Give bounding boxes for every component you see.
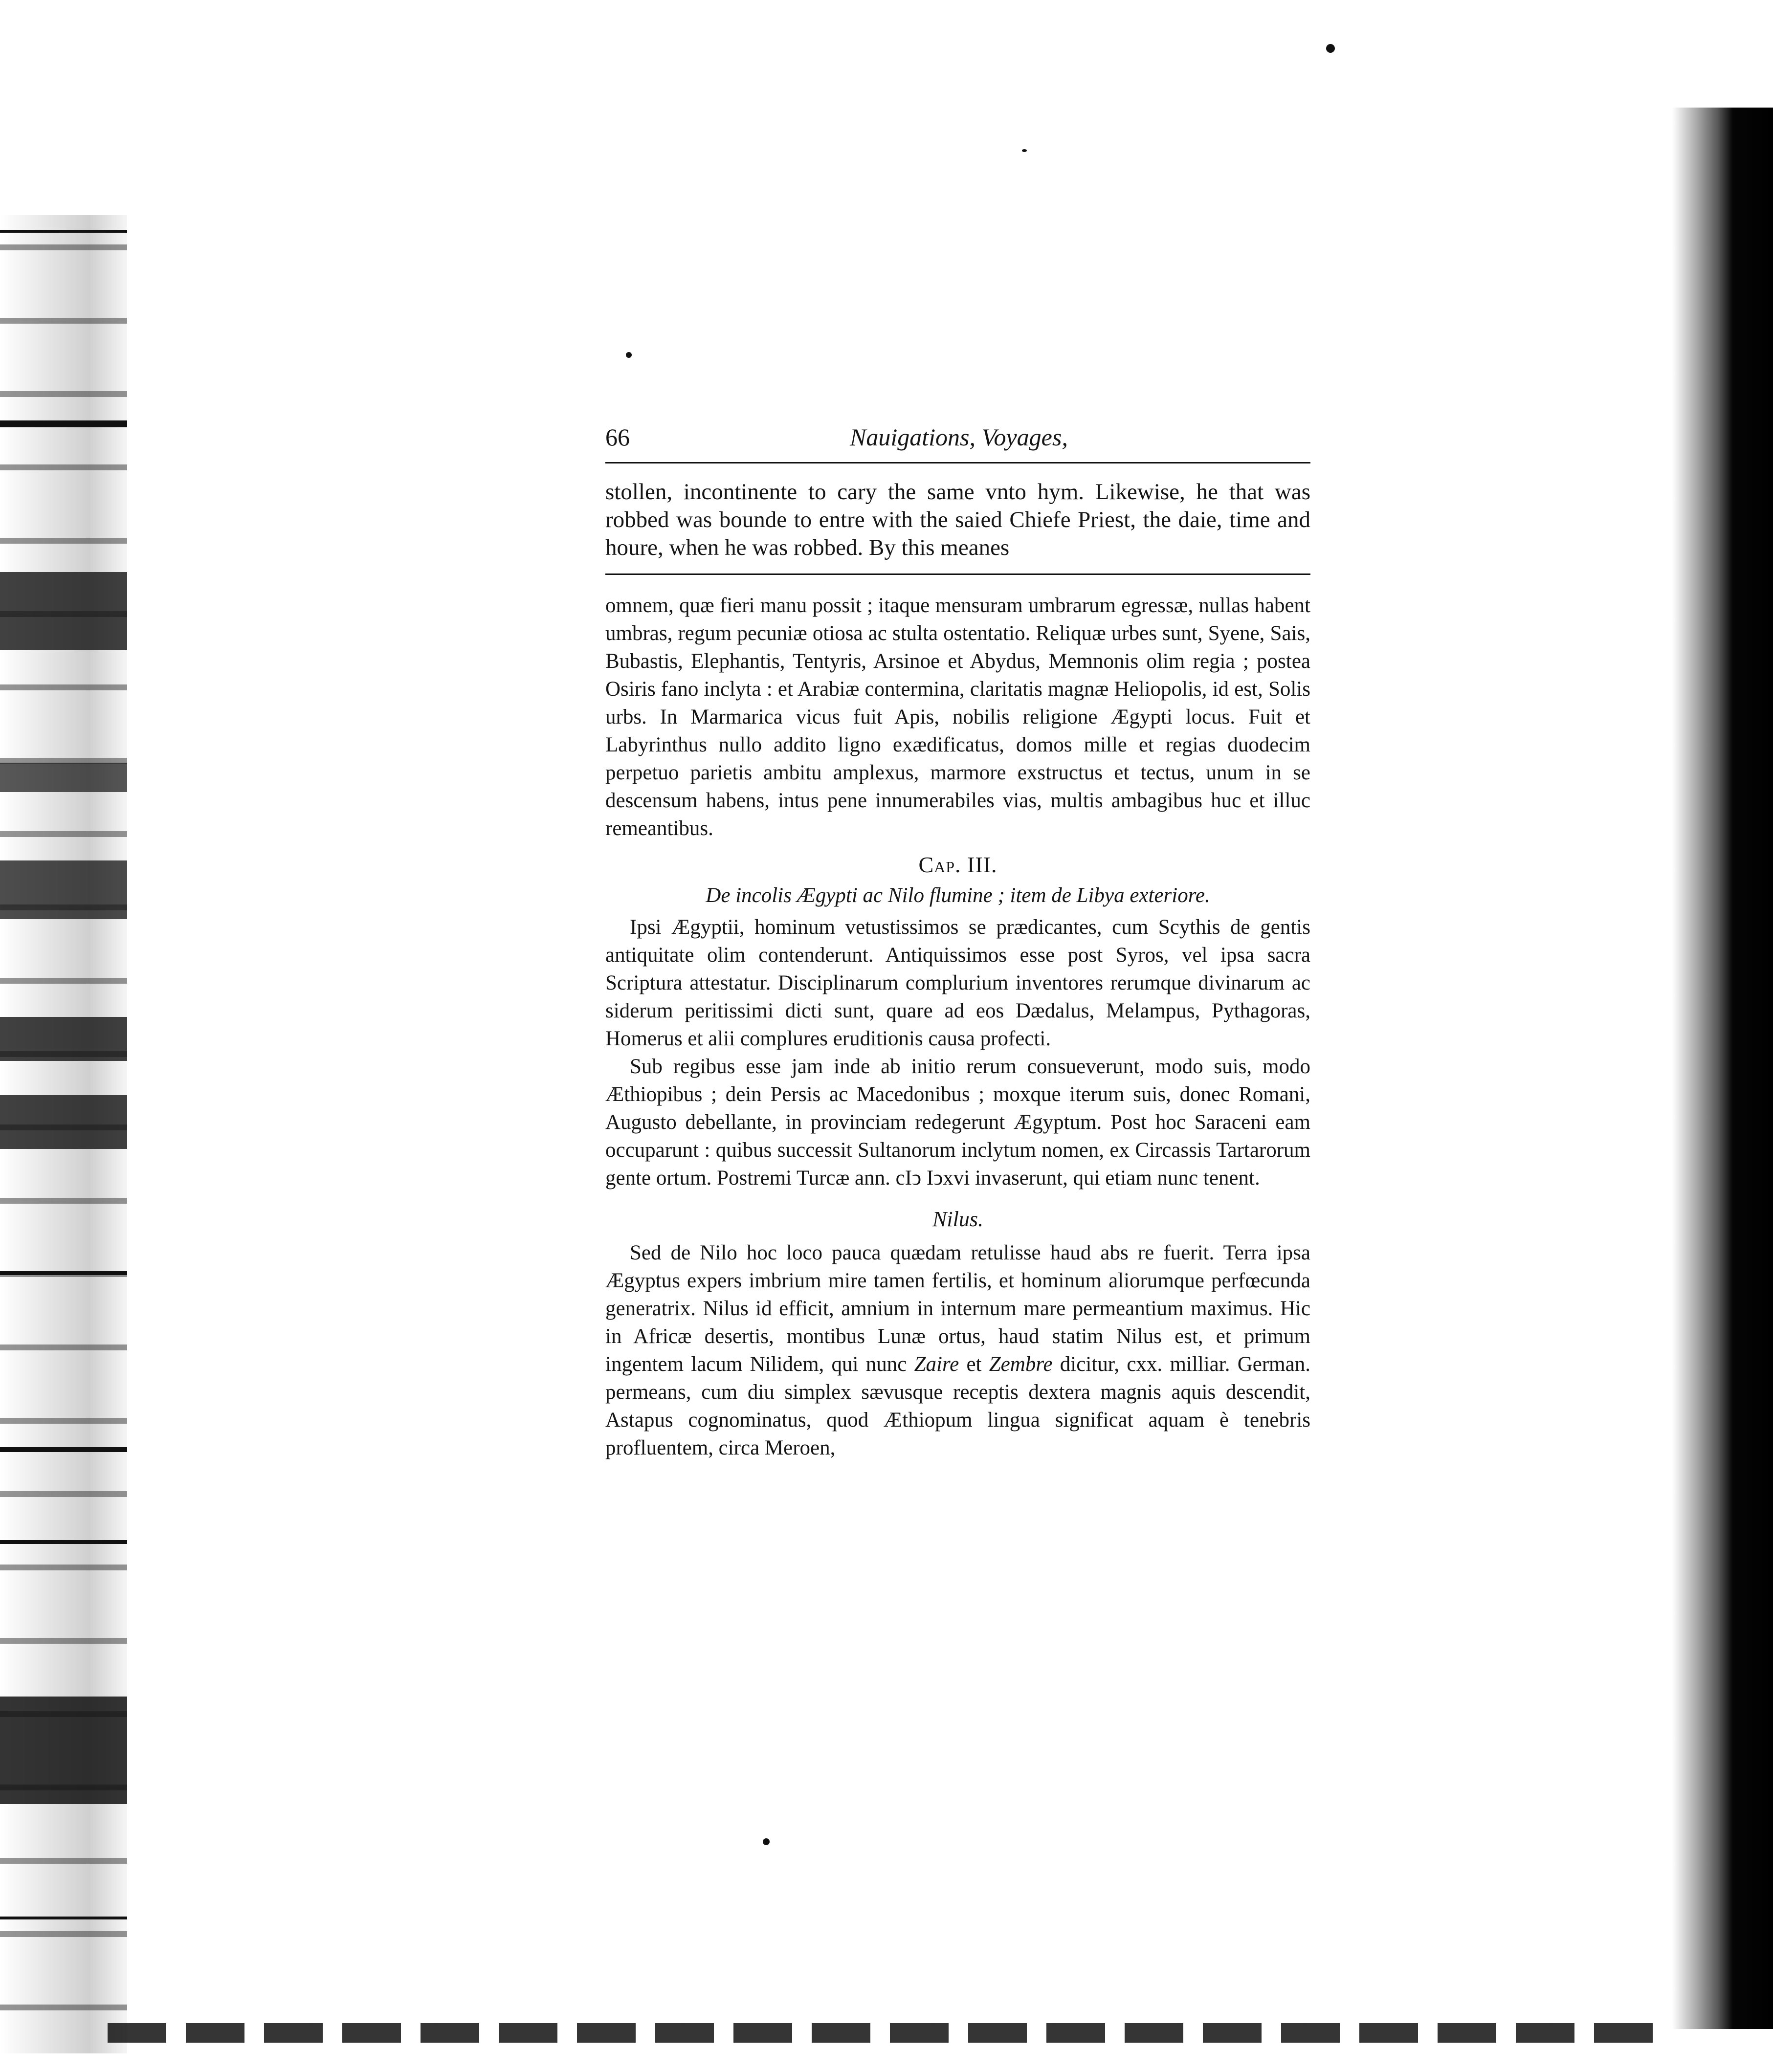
running-head [605, 423, 1310, 462]
para4-zaire: Zaire [914, 1353, 959, 1376]
ink-speck [1022, 149, 1027, 152]
header-rule [605, 462, 1310, 463]
page-number: 66 [605, 423, 630, 451]
chapter-heading: Cap. III. [918, 852, 997, 877]
english-text: stollen, incontinente to cary the same vnto hym. Likewise, he that was robbed was bounde to entre with the saied Chiefe Priest, the daie, time and houre, when he was robbed. By this meanes [605, 479, 1310, 560]
header-title: Nauigations, Voyages, [850, 423, 1068, 451]
section-heading-nilus: Nilus. [932, 1207, 983, 1231]
scan-edge-bottom [108, 2023, 1672, 2043]
chapter-subtitle: De incolis Ægypti ac Nilo flumine ; item de Libya exteriore. [706, 884, 1210, 907]
ink-speck [1326, 44, 1335, 53]
ink-speck [626, 352, 632, 358]
section-rule [605, 573, 1310, 575]
latin-paragraph-4 [605, 1239, 1310, 1462]
latin-paragraph-1: omnem, quæ fieri manu possit ; itaque mensuram umbrarum egressæ, nullas habent umbras, regum pecuniæ otiosa ac stulta ostentatio. Reliquæ urbes sunt, Syene, Sais, Bubastis, Elephantis, Tentyris, Arsinoe et Abydus, Memnonis olim regia ; postea Osiris fano inclyta : et Arabiæ contermina, claritatis magnæ Heliopolis, id est, Solis urbs. In Marmarica vicus fuit Apis, nobilis religione Ægypti locus. Fuit et Labyrinthus nullo addito ligno exædificatus, domos mille et regias duodecim perpetuo parietis ambitu amplexus, marmore exstructus et tectus, unum in se descensum habens, intus pene innumerabiles vias, multis ambagibus huc et illuc remeantibus. [605, 594, 1310, 840]
para4-text-et: et [959, 1353, 989, 1376]
para4-text-b: dicitur, cxx. milliar. German. permeans, cum diu simplex sævusque receptis dextera magnis aquis descendit, Astapus cognominatus, quod Æthiopum lingua significat aquam è tenebris profluentem, circa Meroen, [605, 1353, 1310, 1459]
latin-paragraph-2: Ipsi Ægyptii, hominum vetustissimos se prædicantes, cum Scythis de gentis antiquitate olim contenderunt. Antiquissimos esse post Syros, vel ipsa sacra Scriptura attestatur. Disciplinarum complurium inventores rerumque divinarum ac siderum peritissimi dicti sunt, quare ad eos Dædalus, Melampus, Pythagoras, Homerus et alii complures eruditionis causa profecti. [605, 916, 1310, 1050]
page-text-block [605, 423, 1310, 1462]
latin-paragraph-3: Sub regibus esse jam inde ab initio rerum consueverunt, modo suis, modo Æthiopibus ; dein Persis ac Macedonibus ; moxque iterum suis, donec Romani, Augusto debellante, in provinciam redegerunt Ægyptum. Post hoc Saraceni eam occuparunt : quibus successit Sultanorum inclytum nomen, ex Circassis Tartarorum gente ortum. Postremi Turcæ ann. cIↄ Iↄxvi invaserunt, qui etiam nunc tenent. [605, 1055, 1310, 1190]
latin-text [605, 592, 1310, 1462]
para4-zembre: Zembre [989, 1353, 1053, 1376]
para4-text-a: Sed de Nilo hoc loco pauca quædam retulisse haud abs re fuerit. Terra ipsa Ægyptus expers imbrium mire tamen fertilis, et hominum aliorumque perfœcunda generatrix. Nilus id efficit, amnium in internum mare permeantium maximus. Hic in Africæ desertis, montibus Lunæ ortus, haud statim Nilus est, et primum ingentem lacum Nilidem, qui nunc [605, 1241, 1310, 1376]
scan-edge-right [1672, 108, 1773, 2029]
ink-speck [763, 1838, 770, 1845]
